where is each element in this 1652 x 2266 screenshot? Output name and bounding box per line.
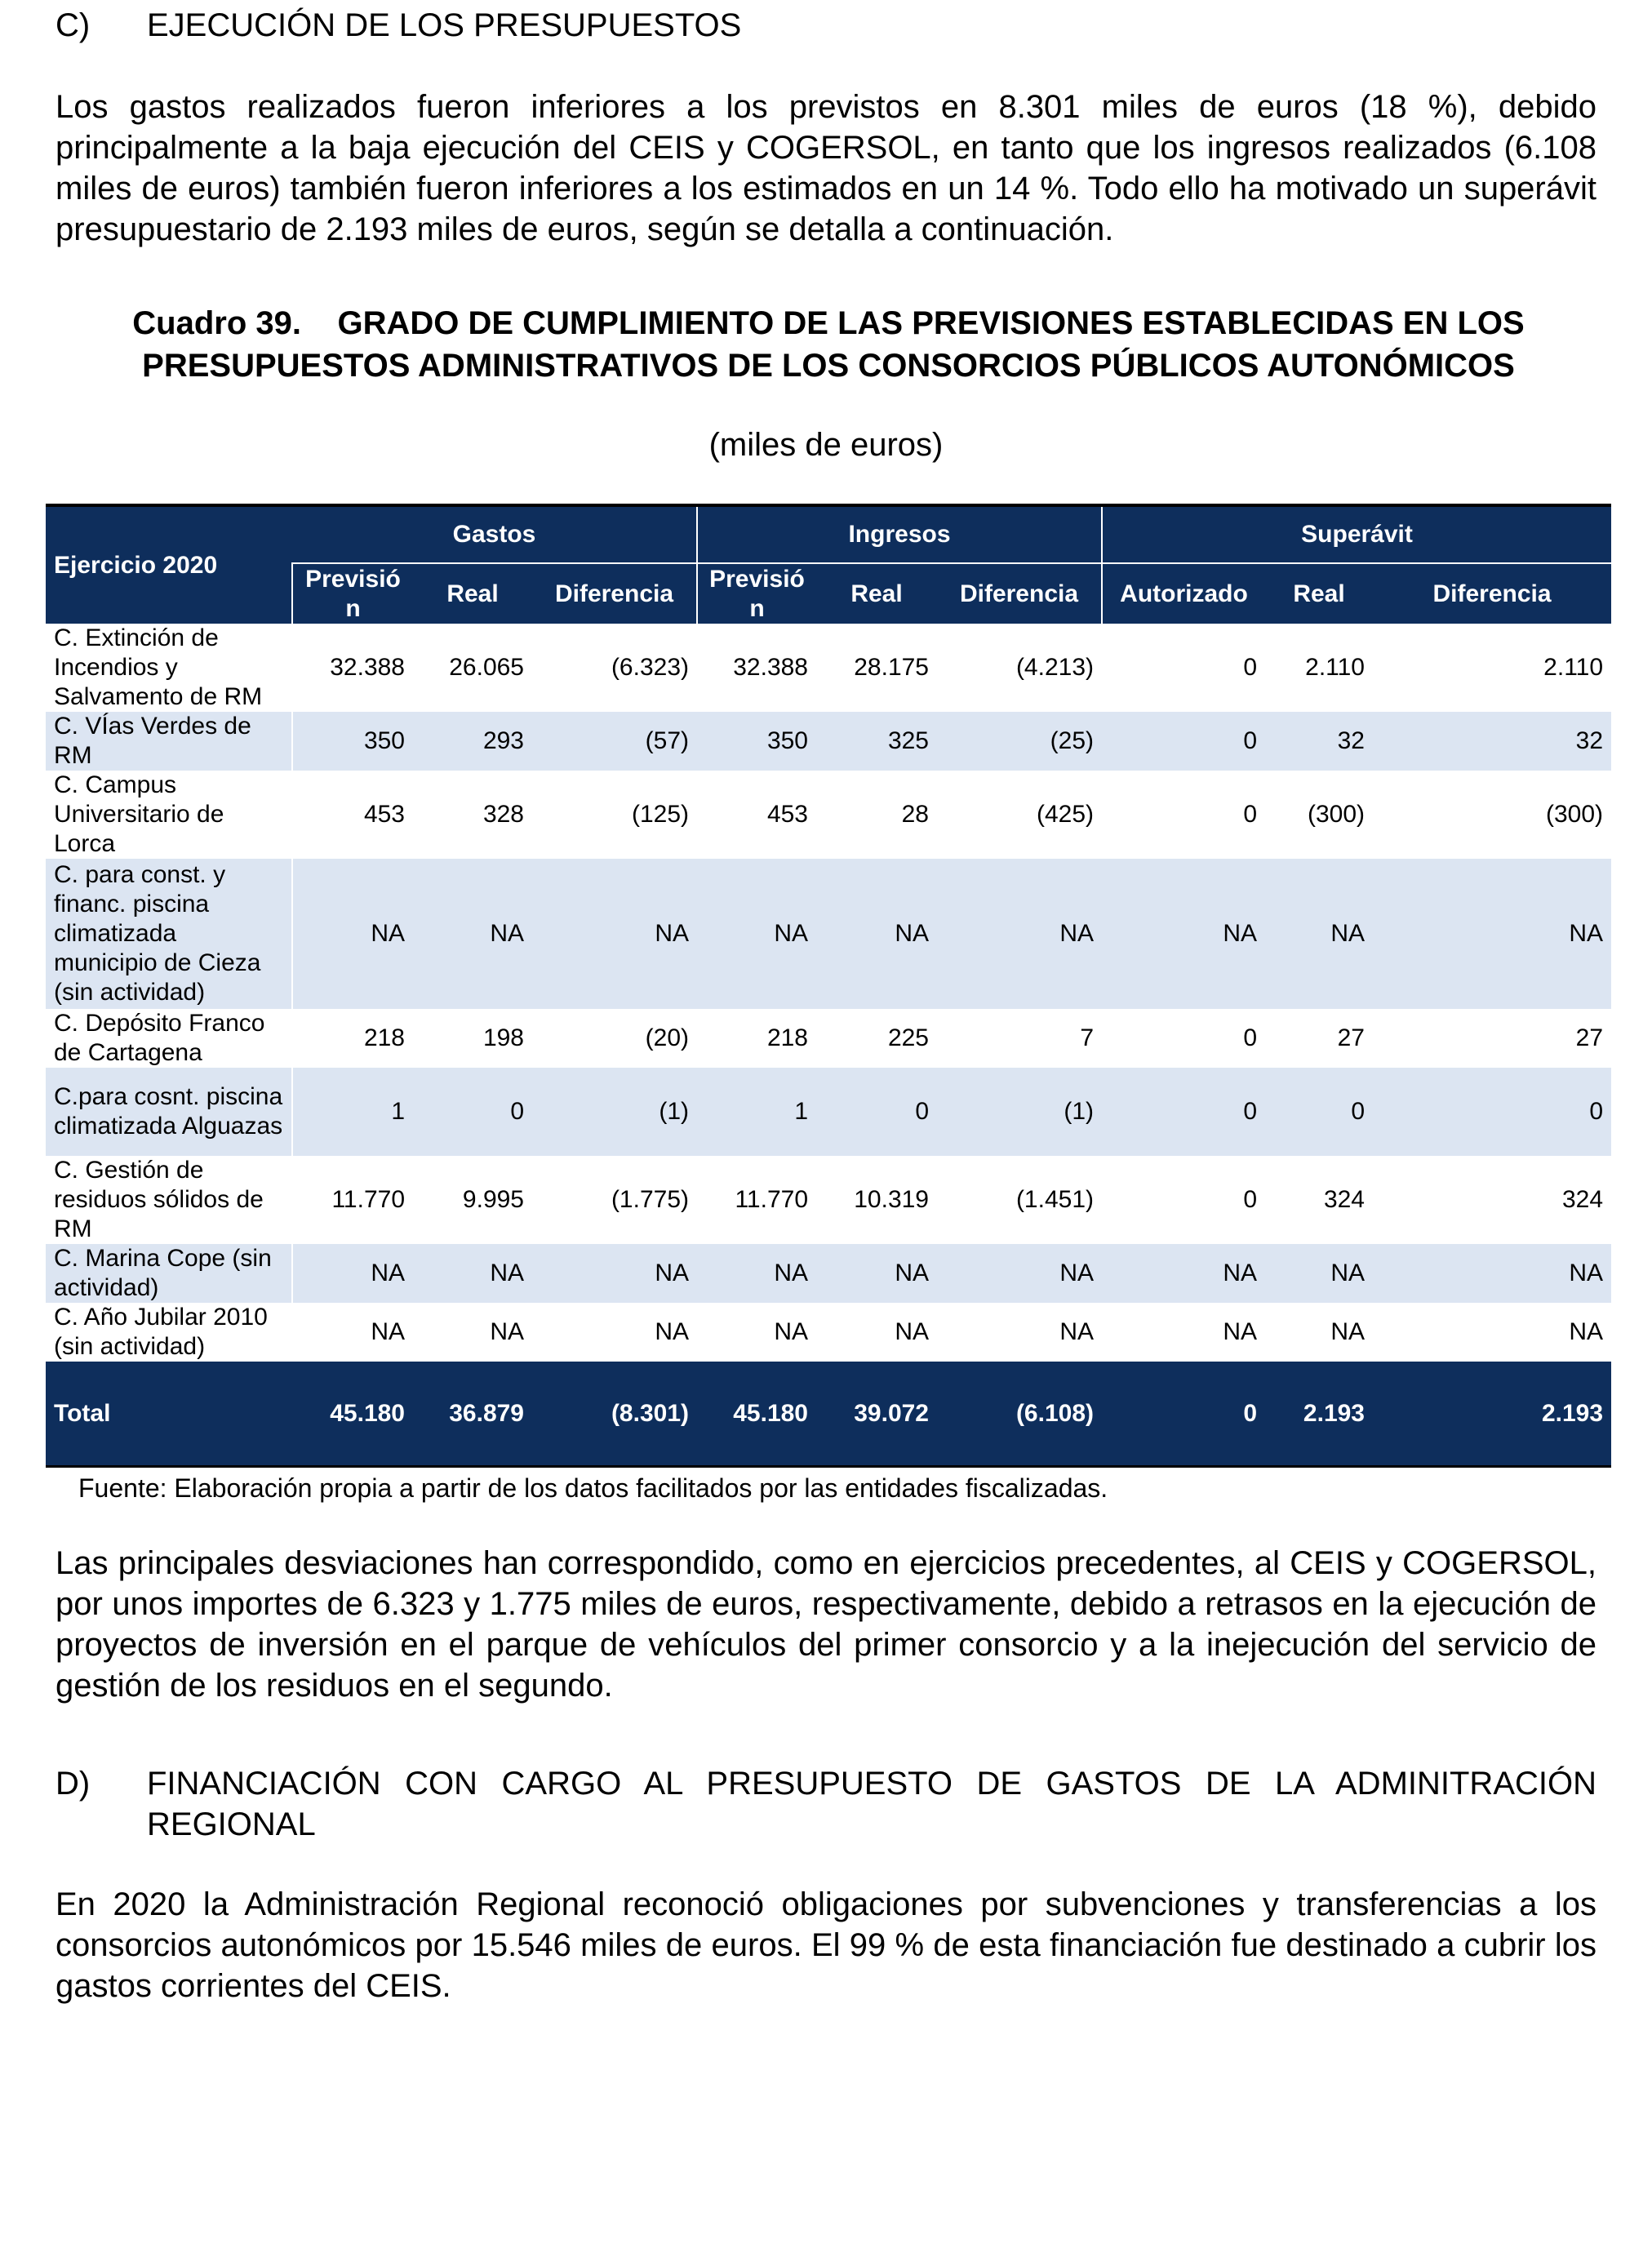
total-cell: 36.879 [413,1362,532,1467]
cell: NA [490,1318,524,1345]
header-ingresos-diferencia: Diferencia [937,563,1102,624]
paragraph-financing: En 2020 la Administración Regional reconoció obligaciones por subvenciones y transferencias a los consorcios autonómicos por 15.546 miles de euros. El 99 % de esta financiación fue destinado a cubrir los gastos corrientes del CEIS. [56,1886,1596,2004]
cell: 2.110 [1305,654,1365,681]
cell: NA [292,1303,413,1362]
cell: 1 [292,1068,413,1156]
cell: NA [532,859,697,1009]
cell: (1) [532,1068,697,1156]
cell: 28.175 [854,654,929,681]
cell: 324 [1561,1186,1604,1213]
cell: (6.323) [611,654,689,681]
row-name: C. VÍas Verdes de RM [46,712,292,771]
table-row [46,624,1611,712]
total-cell: 45.180 [292,1362,413,1467]
cell: 32.388 [292,624,413,712]
row-name: C. Extinción de Incendios y Salvamento de RM [54,624,263,710]
total-label: Total [46,1362,292,1467]
header-gastos-diferencia: Diferencia [532,563,697,624]
cell: (57) [532,712,697,771]
cell: 225 [887,1024,929,1051]
cell: (1.775) [611,1186,689,1213]
table-total-row [46,1362,1611,1467]
cell: NA [655,1318,689,1345]
table-row [46,771,1611,859]
table-units: (miles de euros) [708,427,944,463]
row-name: C. para const. y financ. piscina climatizada municipio de Cieza (sin actividad) [46,859,292,1009]
cell: (300) [1307,801,1365,828]
cell: NA [816,1244,937,1303]
cell: 328 [482,801,524,828]
cell: NA [1265,859,1373,1009]
cell: 293 [413,712,532,771]
section-c-title: EJECUCIÓN DE LOS PRESUPUESTOS [147,7,742,43]
cell: 32 [1373,712,1611,771]
header-gastos-prevision: Previsión [292,563,413,624]
cell: NA [774,1318,808,1345]
cell: NA [816,859,937,1009]
header-ejercicio: Ejercicio 2020 [46,505,292,624]
cell: 0 [1102,1068,1265,1156]
cell: 0 [816,1068,937,1156]
cell: NA [413,1244,532,1303]
cell: 26.065 [449,654,524,681]
cell: NA [1059,1318,1094,1345]
total-cell: 0 [1102,1362,1265,1467]
cell: NA [1265,1244,1373,1303]
section-d-heading [56,1763,1596,1845]
row-name: C. Año Jubilar 2010 (sin actividad) [54,1304,268,1360]
table-source: Fuente: Elaboración propia a partir de los datos facilitados por las entidades fiscalizadas. [78,1473,1108,1503]
cell: 350 [292,712,413,771]
cell: NA [292,1244,413,1303]
cell: 2.110 [1543,654,1604,681]
cell: 0 [1102,712,1265,771]
cell: NA [413,859,532,1009]
cell: 198 [482,1024,524,1051]
cell: 325 [816,712,937,771]
cell: 27 [1575,1024,1604,1051]
header-ingresos: Ingresos [697,505,1102,563]
row-name: C. Gestión de residuos sólidos de RM [54,1157,264,1242]
total-cell: 45.180 [697,1362,816,1467]
cell: 0 [1373,1068,1611,1156]
header-ingresos-real: Real [816,563,937,624]
row-name: C. Marina Cope (sin actividad) [46,1244,292,1303]
cell: 32 [1265,712,1373,771]
table-row [46,859,1611,1009]
row-name: C.para cosnt. piscina climatizada Alguazas [46,1068,292,1156]
cell: 10.319 [854,1186,929,1213]
header-superavit-real: Real [1265,563,1373,624]
table-row [46,712,1611,771]
header-gastos: Gastos [292,505,697,563]
cell: (4.213) [1015,654,1094,681]
cell: 0 [1243,801,1257,828]
cell: NA [1330,1318,1365,1345]
table-row [46,1009,1611,1068]
cell: NA [1102,1244,1265,1303]
section-c-letter: C) [56,7,91,43]
cell: 11.770 [735,1186,808,1213]
header-superavit-diferencia: Diferencia [1373,563,1611,624]
cell: NA [937,1244,1102,1303]
table-title-line-1: Cuadro 39. GRADO DE CUMPLIMIENTO DE LAS PREVISIONES ESTABLECIDAS EN LOS [132,305,1525,341]
row-name: C. Campus Universitario de Lorca [54,771,224,857]
total-cell: 39.072 [816,1362,937,1467]
cell: NA [937,859,1102,1009]
cell: 453 [292,771,413,859]
cell: 0 [1243,654,1257,681]
cell: NA [1373,859,1611,1009]
cell: NA [292,859,413,1009]
cell: NA [697,1244,816,1303]
total-cell: 2.193 [1373,1362,1611,1467]
paragraph-execution: Los gastos realizados fueron inferiores a los previstos en 8.301 miles de euros (18 %), debido principalmente a la baja ejecución del CEIS y COGERSOL, en tanto que los ingresos realizados (6.108 miles de euros) también fueron inferiores a los estimados en un 14 %. Todo ello ha motivado un superávit presupuestario de 2.193 miles de euros, según se detalla a continuación. [56,89,1596,247]
cell: (125) [631,801,689,828]
cell: 350 [697,712,816,771]
cell: 27 [1337,1024,1365,1051]
cell: NA [895,1318,929,1345]
cell: 32.388 [733,654,808,681]
cell: 7 [1080,1024,1094,1051]
cell: (1) [937,1068,1102,1156]
cell: 9.995 [462,1186,524,1213]
cell: NA [1223,1318,1257,1345]
cell: 1 [697,1068,816,1156]
cell: (425) [1036,801,1094,828]
cell: 11.770 [292,1156,413,1244]
total-cell: 2.193 [1265,1362,1373,1467]
table-row [46,1303,1611,1362]
cell: (300) [1545,801,1604,828]
row-name: C. Depósito Franco de Cartagena [54,1010,265,1066]
header-superavit-autorizado: Autorizado [1102,563,1265,624]
table-title [49,302,1608,387]
total-cell: (6.108) [937,1362,1102,1467]
cell: 0 [1243,1024,1257,1051]
header-ingresos-prevision: Previsión [697,563,816,624]
cell: NA [697,859,816,1009]
cell: 0 [1243,1186,1257,1213]
total-cell: (8.301) [532,1362,697,1467]
cell: NA [1569,1318,1604,1345]
paragraph-deviations: Las principales desviaciones han correspondido, como en ejercicios precedentes, al CEIS y COGERSOL, por unos importes de 6.323 y 1.775 miles de euros, respectivamente, debido a retrasos en la ejecución de proyectos de inversión en el parque de vehículos del primer consorcio y a la inejecución del servicio de gestión de los residuos en el segundo. [56,1545,1596,1704]
cell: NA [1102,859,1265,1009]
cell: 218 [766,1024,808,1051]
table-title-line-2: PRESUPUESTOS ADMINISTRATIVOS DE LOS CONSORCIOS PÚBLICOS AUTONÓMICOS [142,348,1515,384]
cell: NA [532,1244,697,1303]
cell: 324 [1323,1186,1365,1213]
cell: (20) [645,1024,689,1051]
section-d-title: FINANCIACIÓN CON CARGO AL PRESUPUESTO DE GASTOS DE LA ADMINITRACIÓN REGIONAL [147,1766,1596,1842]
cell: NA [1373,1244,1611,1303]
table-row [46,1156,1611,1244]
header-gastos-real: Real [413,563,532,624]
budget-compliance-table [46,504,1611,1468]
cell: (1.451) [1015,1186,1094,1213]
section-c-heading [56,5,741,46]
section-d-letter: D) [56,1766,91,1802]
table-row [46,1244,1611,1303]
cell: 218 [292,1009,413,1068]
cell: 0 [413,1068,532,1156]
cell: 453 [766,801,808,828]
table-row [46,1068,1611,1156]
cell: 0 [1265,1068,1373,1156]
cell: (25) [937,712,1102,771]
cell: 28 [901,801,929,828]
header-superavit: Superávit [1102,505,1611,563]
